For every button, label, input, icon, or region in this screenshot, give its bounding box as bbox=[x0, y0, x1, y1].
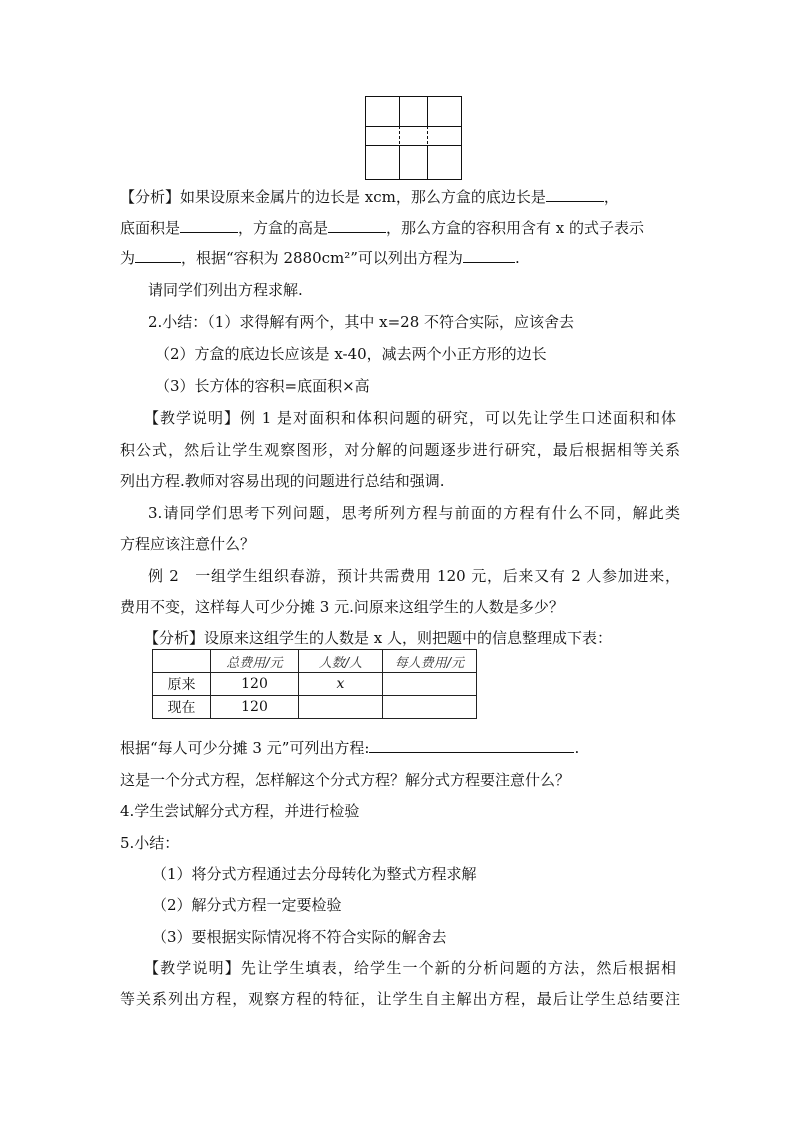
table-cell bbox=[299, 696, 383, 719]
summary1-item-3: （3）长方体的容积=底面积×高 bbox=[155, 377, 370, 395]
summary2-item-3: （3）要根据实际情况将不符合实际的解舍去 bbox=[152, 928, 447, 946]
equation-line bbox=[120, 738, 680, 758]
analysis2-text: 【分析】设原来这组学生的人数是 x 人，则把题中的信息整理成下表： bbox=[144, 629, 612, 647]
table-header-row bbox=[153, 650, 477, 673]
table-row bbox=[153, 673, 477, 696]
info-table bbox=[152, 649, 477, 719]
fraction-question: 这是一个分式方程，怎样解这个分式方程？解分式方程要注意什么？ bbox=[120, 771, 571, 789]
table-cell bbox=[383, 673, 477, 696]
example2-line-1: 例 2 一组学生组织春游，预计共需费用 120 元，后来又有 2 人参加进来， bbox=[148, 567, 680, 585]
analysis-text: ，根据“容积为 2880cm²”可以列出方程为 bbox=[181, 249, 463, 267]
answer-blank bbox=[463, 248, 515, 263]
teach2-line-1: 【教学说明】先让学生填表，给学生一个新的分析问题的方法，然后根据相 bbox=[144, 959, 676, 977]
analysis-line-3 bbox=[120, 248, 680, 268]
table-header-cell: 人数/人 bbox=[299, 650, 383, 673]
analysis-text: ， bbox=[603, 188, 619, 206]
analysis-text: ，那么方盒的容积用含有 x 的式子表示 bbox=[386, 219, 645, 237]
answer-blank bbox=[135, 248, 181, 263]
summary1-title: 2.小结：（1）求得解有两个，其中 x=28 不符合实际，应该舍去 bbox=[148, 313, 575, 331]
summary2-item-2: （2）解分式方程一定要检验 bbox=[152, 896, 342, 914]
analysis-line-2 bbox=[120, 218, 680, 238]
analysis-text: . bbox=[514, 249, 520, 267]
table-cell bbox=[383, 696, 477, 719]
summary2-item-1: （1）将分式方程通过去分母转化为整式方程求解 bbox=[152, 865, 477, 883]
table-header-cell: 总费用/元 bbox=[211, 650, 299, 673]
q3-line-1: 3.请同学们思考下列问题，思考所列方程与前面的方程有什么不同，解此类 bbox=[148, 504, 680, 522]
q3-line-2: 方程应该注意什么？ bbox=[120, 535, 256, 553]
summary1-item-2: （2）方盒的底边长应该是 x-40，减去两个小正方形的边长 bbox=[155, 345, 547, 363]
example2-line-2: 费用不变，这样每人可少分摊 3 元.问原来这组学生的人数是多少？ bbox=[120, 598, 564, 616]
table-header-cell: 每人费用/元 bbox=[383, 650, 477, 673]
step-5: 5.小结： bbox=[120, 834, 180, 852]
table-cell: 120 bbox=[211, 673, 299, 696]
equation-end: . bbox=[574, 739, 580, 757]
table-row bbox=[153, 696, 477, 719]
table-header-cell bbox=[153, 650, 211, 673]
table-cell: x bbox=[299, 673, 383, 696]
analysis-line-1 bbox=[120, 187, 680, 207]
table-row-label: 原来 bbox=[153, 673, 211, 696]
metal-sheet-diagram bbox=[365, 96, 462, 180]
answer-blank bbox=[180, 218, 238, 233]
answer-blank bbox=[328, 218, 386, 233]
table-row-label: 现在 bbox=[153, 696, 211, 719]
analysis-text: 为 bbox=[120, 249, 136, 267]
equation-blank bbox=[369, 738, 574, 753]
teach1-line-1: 【教学说明】例 1 是对面积和体积问题的研究，可以先让学生口述面积和体 bbox=[144, 409, 676, 427]
table-cell: 120 bbox=[211, 696, 299, 719]
teach1-line-2: 积公式，然后让学生观察图形，对分解的问题逐步进行研究，最后根据相等关系 bbox=[120, 441, 680, 459]
solve-prompt: 请同学们列出方程求解. bbox=[148, 281, 303, 299]
equation-prompt: 根据“每人可少分摊 3 元”可列出方程: bbox=[120, 739, 370, 757]
answer-blank bbox=[546, 187, 604, 202]
teach2-line-2: 等关系列出方程，观察方程的特征，让学生自主解出方程，最后让学生总结要注 bbox=[120, 990, 680, 1008]
step-4: 4.学生尝试解分式方程，并进行检验 bbox=[120, 802, 360, 820]
analysis-text: 【分析】如果设原来金属片的边长是 xcm，那么方盒的底边长是 bbox=[120, 188, 546, 206]
analysis-text: ，方盒的高是 bbox=[238, 219, 329, 237]
analysis-text: 底面积是 bbox=[120, 219, 181, 237]
teach1-line-3: 列出方程.教师对容易出现的问题进行总结和强调. bbox=[120, 472, 445, 490]
